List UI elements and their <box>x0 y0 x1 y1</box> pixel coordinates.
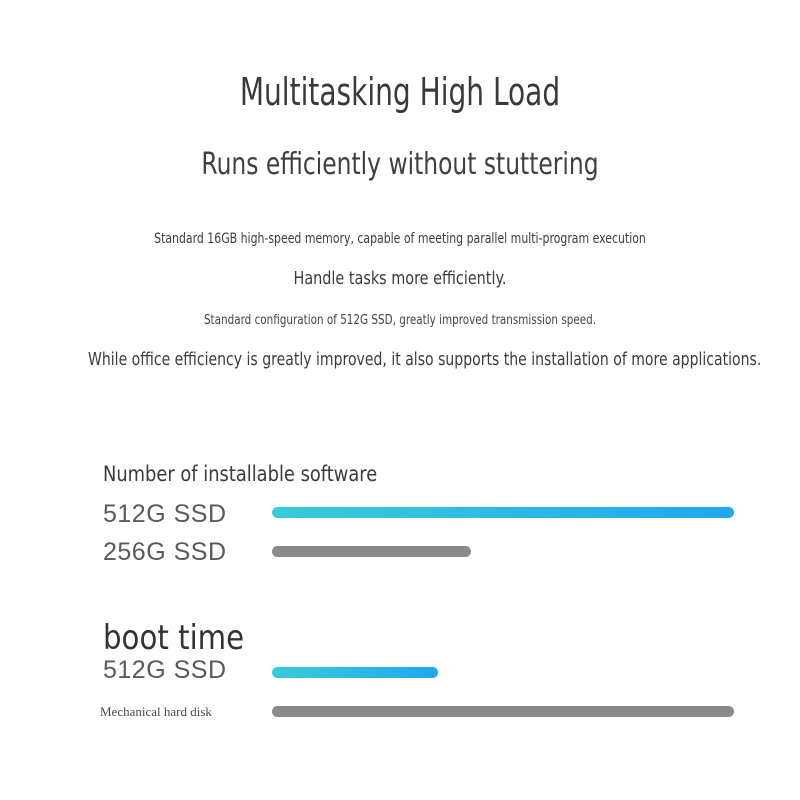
installable-software-heading: Number of installable software <box>103 462 378 486</box>
installable-row-label-512g: 512G SSD <box>103 500 227 528</box>
installable-bar-256g <box>272 546 471 557</box>
page-subtitle: Runs efficiently without stuttering <box>201 147 599 182</box>
boot-row-label-512g: 512G SSD <box>103 656 227 684</box>
boot-row-label-mechanical: Mechanical hard disk <box>100 704 212 719</box>
page-title: Multitasking High Load <box>239 70 561 114</box>
installable-row-label-256g: 256G SSD <box>103 538 227 566</box>
boot-bar-mechanical <box>272 706 734 717</box>
boot-bar-512g <box>272 667 438 678</box>
description-memory: Standard 16GB high-speed memory, capable of meeting parallel multi-program execution <box>154 231 646 247</box>
description-applications: While office efficiency is greatly improved, it also supports the installation of more applications. <box>88 349 762 370</box>
description-efficiency: Handle tasks more efficiently. <box>293 268 507 289</box>
description-ssd: Standard configuration of 512G SSD, greatly improved transmission speed. <box>203 313 597 328</box>
installable-bar-512g <box>272 507 734 518</box>
boot-time-heading: boot time <box>103 618 245 658</box>
